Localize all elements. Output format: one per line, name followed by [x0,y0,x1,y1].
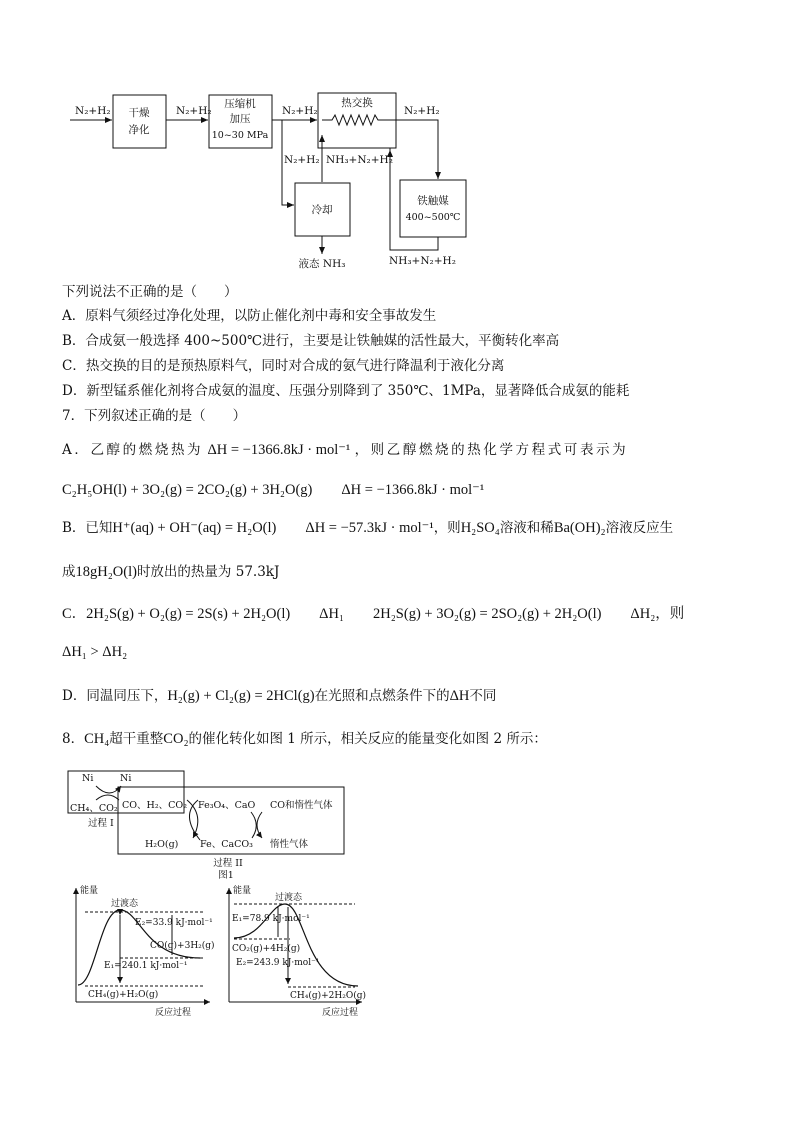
q7-b-water: 18gH₂O(l) [75,564,137,580]
inert-gas-label: 惰性气体 [270,839,309,850]
purified-gas-label: N₂+H₂ [176,105,212,117]
q7-d-equation: H₂(g) + Cl₂(g) = 2HCl(g) [167,688,315,704]
q7-b-equation: H⁺(aq) + OH⁻(aq) = H₂O(l) ΔH = −57.3kJ · mol⁻¹ [112,520,434,536]
q6-option-b: B．合成氨一般选择 400~500℃进行，主要是让铁触媒的活性最大，平衡转化率高 [62,333,560,349]
q7-b-text-5: 成 [62,564,76,580]
diagram-a-e2: E₂=33.9 kJ·mol⁻¹ [135,918,213,928]
diagram-a-xlabel: 反应过程 [155,1008,192,1018]
q7-d-text-3: 不同 [469,688,497,704]
compressor-label-1: 压缩机 [224,98,256,110]
diagram-b-products: CH₄(g)+2H₂O(g) [290,991,367,1001]
q7-b-acid: H₂SO₄ [460,520,500,536]
dryer-box [113,95,166,148]
q7-b-text-6: 时放出的热量为 57.3kJ [136,564,280,580]
heat-coil [322,115,390,125]
q7-a-delta-h: ΔH = −1366.8kJ · mol⁻¹ [207,442,351,458]
q7-d-text: D．同温同压下， [62,688,168,704]
q8-stem [62,727,547,748]
q7-b-text: B．已知 [62,520,113,536]
diagram-b-ylabel: 能量 [233,886,252,896]
q8-text: 超干重整 [109,731,164,747]
q8-text-2: 的催化转化如图 1 所示，相关反应的能量变化如图 2 所示： [188,731,547,747]
q7-b-text-4: 溶液反应生 [605,520,674,536]
fe-caco3-label: Fe、CaCO₃ [200,839,253,850]
dryer-label-2: 净化 [128,124,150,136]
catalyst-temperature: 400~500℃ [405,212,461,223]
q7-b-base: Ba(OH)₂ [553,520,606,536]
liquid-ammonia-label: 液态 NH₃ [298,258,346,270]
ni-left: Ni [82,773,94,784]
water-vapor-label: H₂O(g) [145,839,179,850]
ni-right: Ni [120,773,132,784]
q6-stem: 下列说法不正确的是（ ） [62,284,238,300]
compressor-label-2: 加压 [229,113,251,125]
reactants-label: CH₄、CO₂ [70,803,118,814]
q8-number: 8． [62,731,85,747]
diagram-b-reactants: CO₂(g)+4H₂(g) [232,944,301,954]
figure-2-energy-diagrams [0,880,794,1020]
diagram-a-reactants: CH₄(g)+H₂O(g) [88,990,159,1000]
cooler-label: 冷却 [311,204,333,216]
diagram-a-ylabel: 能量 [80,886,99,896]
catalyst-box [400,180,466,237]
q7-option-c-relation: ΔH₁ > ΔH₂ [62,644,128,660]
diagram-a-transition-state: 过渡态 [111,899,139,909]
q7-option-d [62,684,496,705]
q7-d-delta-h: ΔH [449,688,470,704]
preheated-gas-label: N₂+H₂ [404,105,440,117]
heat-exchange-label: 热交换 [341,97,373,109]
diagram-b-e2: E₂=243.9 kJ·mol⁻¹ [236,958,320,968]
co-inert-label: CO和惰性气体 [270,800,333,811]
ammonia-process-diagram [0,0,794,275]
dryer-label-1: 干燥 [128,107,150,119]
fe3o4-cao-label: Fe₃O₄、CaO [198,800,256,811]
q7-option-a-line1 [62,438,628,459]
figure-1-process [0,760,794,885]
q7-b-text-2: ，则 [433,520,461,536]
feed-gas-label: N₂+H₂ [75,105,111,117]
q6-option-d: D．新型锰系催化剂将合成氨的温度、压强分别降到了 350℃、1MPa，显著降低合成氨的能耗 [62,383,630,399]
compressor-pressure: 10~30 MPa [211,130,269,141]
q7-option-c-equation: C．2H₂S(g) + O₂(g) = 2S(s) + 2H₂O(l) ΔH₁ 2H₂S(g) + 3O₂(g) = 2SO₂(g) + 2H₂O(l) ΔH₂，则 [62,606,685,622]
q7-stem: 7．下列叙述正确的是（ ） [62,408,247,424]
diagram-a-e1: E₁=240.1 kJ·mol⁻¹ [104,961,188,971]
q8-ch4: CH₄ [84,731,110,747]
q7-d-text-2: 在光照和点燃条件下的 [314,688,450,704]
q7-option-a-equation: C₂H₅OH(l) + 3O₂(g) = 2CO₂(g) + 3H₂O(g) ΔH = −1366.8kJ · mol⁻¹ [62,482,485,498]
q7-option-b-line2 [62,560,279,581]
q6-option-c: C．热交换的目的是预热原料气，同时对合成的氨气进行降温利于液化分离 [62,358,505,374]
q7-option-b-line1 [62,516,673,537]
q7-a-text: A．乙醇的燃烧热为 [62,442,204,458]
diagram-a-products: CO(g)+3H₂(g) [150,941,215,951]
recycle-gas-label: N₂+H₂ [284,154,320,166]
catalyst-label: 铁触媒 [417,195,449,207]
q6-option-a: A．原料气须经过净化处理，以防止催化剂中毒和安全事故发生 [62,308,437,324]
diagram-b-transition-state: 过渡态 [275,893,303,903]
diagram-b-xlabel: 反应过程 [322,1008,359,1018]
process-2-label: 过程 II [213,858,243,869]
compressed-gas-label: N₂+H₂ [282,105,318,117]
q7-b-text-3: 溶液和稀 [499,520,554,536]
process-1-label: 过程 I [88,818,114,829]
mixed-gas-label: NH₃+N₂+H₂ [326,154,393,166]
product-gas-label: NH₃+N₂+H₂ [389,255,456,267]
intermediate-gases: CO、H₂、CO₂ [122,800,188,811]
figure-1-caption: 图1 [218,870,234,881]
q8-co2: CO₂ [163,731,189,747]
energy-diagram-a-labels [80,884,215,1018]
q7-a-text-2: ，则乙醇燃烧的热化学方程式可表示为 [354,442,629,458]
diagram-b-e1: E₁=78.9 kJ·mol⁻¹ [232,914,310,924]
